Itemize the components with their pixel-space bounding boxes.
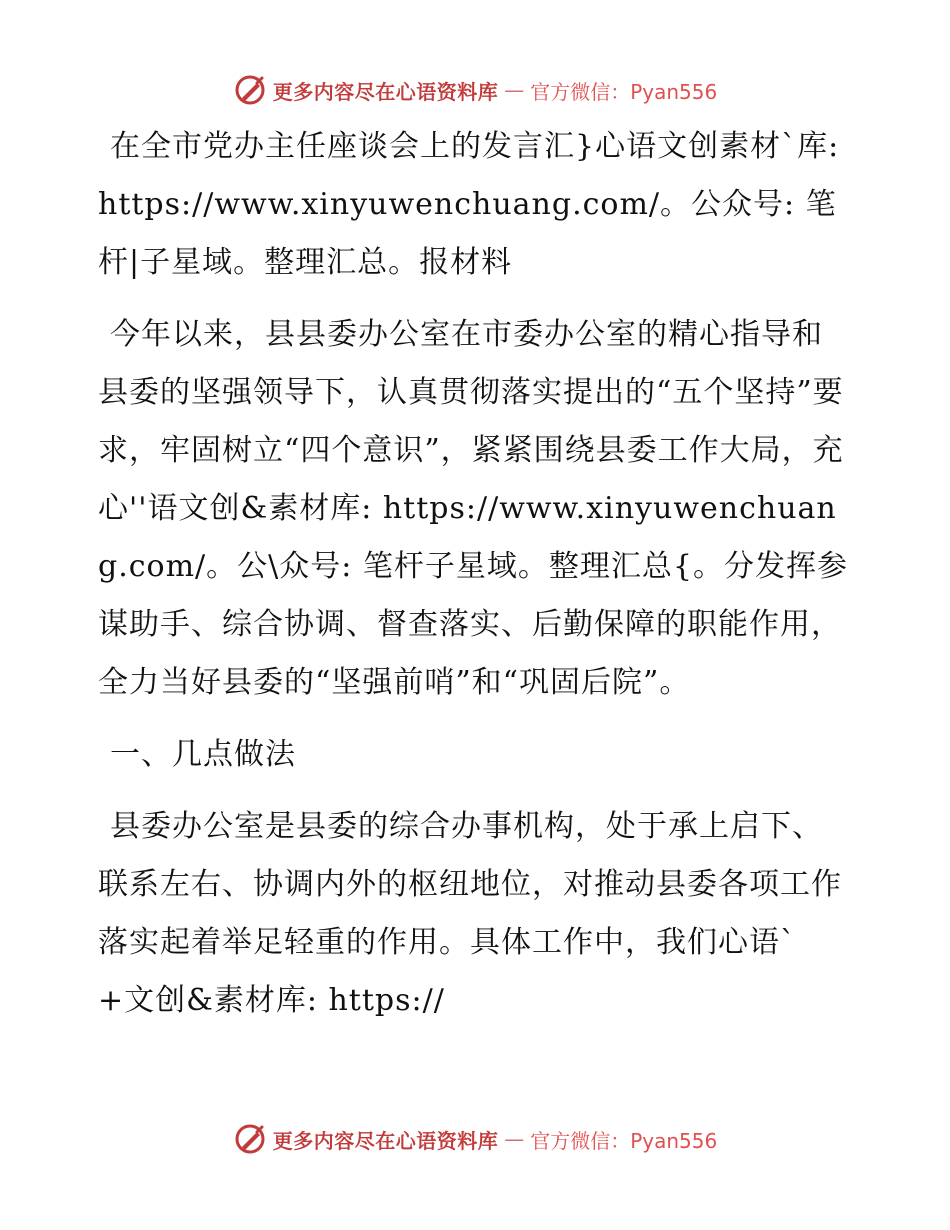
paragraph-title: 在全市党办主任座谈会上的发言汇}心语文创素材`库: https://www.xinyuwenchuang.com/。公众号: 笔杆|子星域。整理汇总。报材料 bbox=[98, 129, 840, 280]
section-heading: 一、几点做法 bbox=[110, 737, 296, 772]
brush-logo-icon bbox=[233, 1122, 267, 1156]
header-banner bbox=[0, 70, 950, 110]
banner-separator: — bbox=[504, 1127, 525, 1151]
banner-wechat: 官方微信：Pyan556 bbox=[530, 79, 718, 104]
brush-logo-icon bbox=[233, 73, 267, 107]
banner-text: 更多内容尽在心语资料库 bbox=[272, 79, 499, 104]
paragraph-intro: 今年以来，县县委办公室在市委办公室的精心指导和县委的坚强领导下，认真贯彻落实提出的“五个坚持”要求，牢固树立“四个意识”，紧紧围绕县委工作大局，充心''语文创&素材库: https://www.xinyuwenchuang.com/。公\众号: 笔杆子星域。整理汇总{。分发挥参谋助手、综合协调、督查落实、后勤保障的职能作用，全力当好县委的“坚强前哨”和“巩固后院”。 bbox=[98, 317, 848, 700]
paragraph-body: 县委办公室是县委的综合办事机构，处于承上启下、联系左右、协调内外的枢纽地位，对推动县委各项工作落实起着举足轻重的作用。具体工作中，我们心语`+文创&素材库: https:// bbox=[98, 809, 842, 1018]
banner-wechat: 官方微信：Pyan556 bbox=[530, 1128, 718, 1153]
document-body bbox=[98, 118, 853, 1044]
banner-text: 更多内容尽在心语资料库 bbox=[272, 1128, 499, 1153]
footer-banner bbox=[0, 1119, 950, 1159]
banner-separator: — bbox=[504, 78, 525, 102]
